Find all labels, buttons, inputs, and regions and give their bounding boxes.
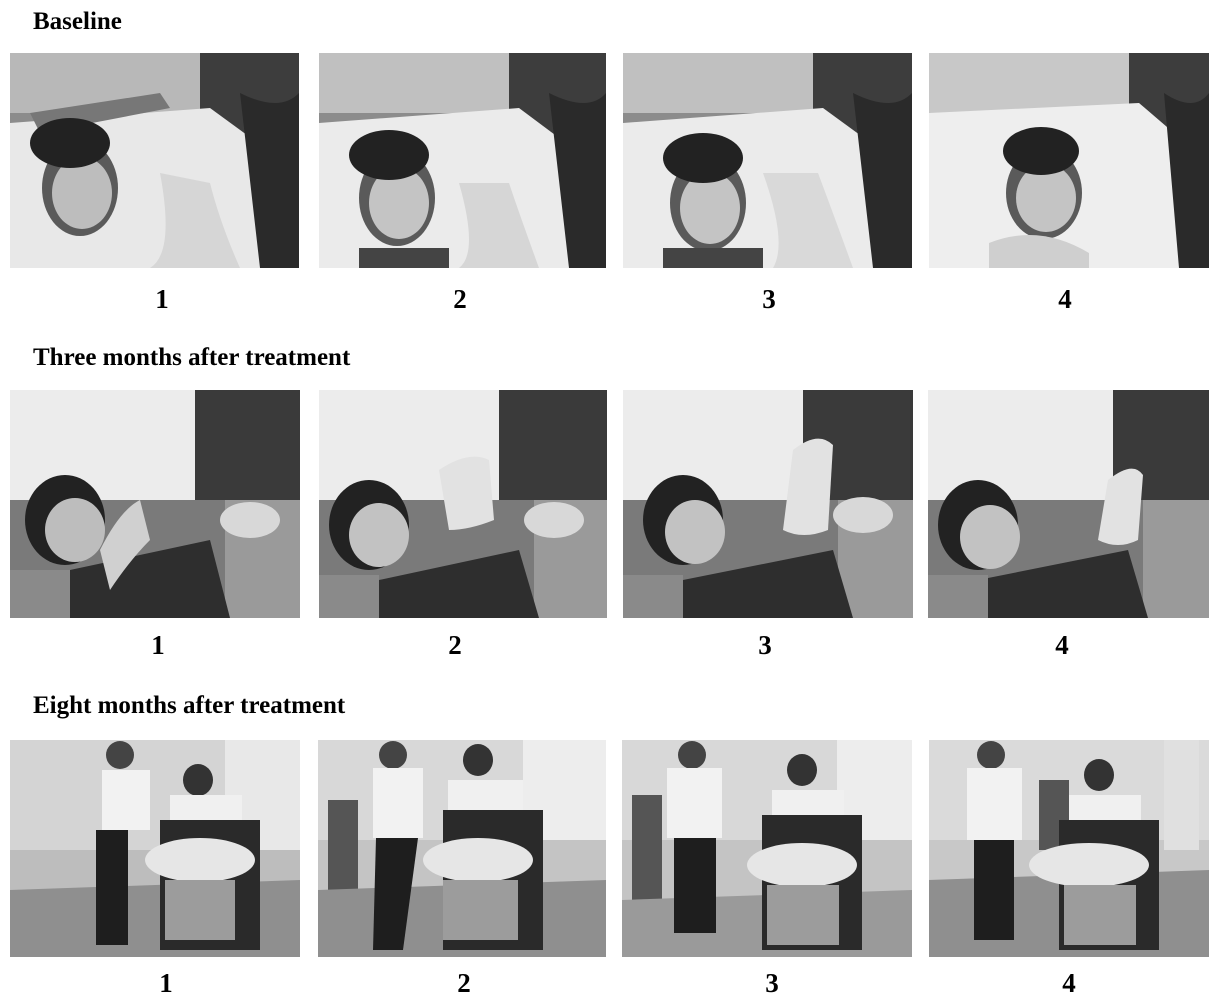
- baseline-photo-1: [10, 53, 299, 268]
- baseline-frame-number: 3: [762, 284, 776, 314]
- three-months-photo-4: [928, 390, 1209, 618]
- three-months-frame-number: 2: [448, 630, 462, 660]
- three-months-frame-number: 1: [151, 630, 165, 660]
- eight-months-photo-3: [622, 740, 912, 957]
- section-title-baseline: Baseline: [33, 8, 122, 35]
- three-months-frame-number: 3: [758, 630, 772, 660]
- baseline-frame-number: 4: [1058, 284, 1072, 314]
- baseline-photo-2: [319, 53, 606, 268]
- baseline-photo-3: [623, 53, 912, 268]
- section-title-three-months: Three months after treatment: [33, 344, 351, 371]
- eight-months-photo-4: [929, 740, 1209, 957]
- section-title-eight-months: Eight months after treatment: [33, 692, 346, 719]
- three-months-photo-3: [623, 390, 913, 618]
- baseline-photo-4: [929, 53, 1209, 268]
- baseline-frame-number: 1: [155, 284, 169, 314]
- three-months-photo-2: [319, 390, 607, 618]
- three-months-frame-number: 4: [1055, 630, 1069, 660]
- eight-months-frame-number: 3: [765, 968, 779, 998]
- eight-months-frame-number: 2: [457, 968, 471, 998]
- eight-months-frame-number: 4: [1062, 968, 1076, 998]
- baseline-frame-number: 2: [453, 284, 467, 314]
- three-months-photo-1: [10, 390, 300, 618]
- eight-months-photo-2: [318, 740, 606, 957]
- eight-months-frame-number: 1: [159, 968, 173, 998]
- eight-months-photo-1: [10, 740, 300, 957]
